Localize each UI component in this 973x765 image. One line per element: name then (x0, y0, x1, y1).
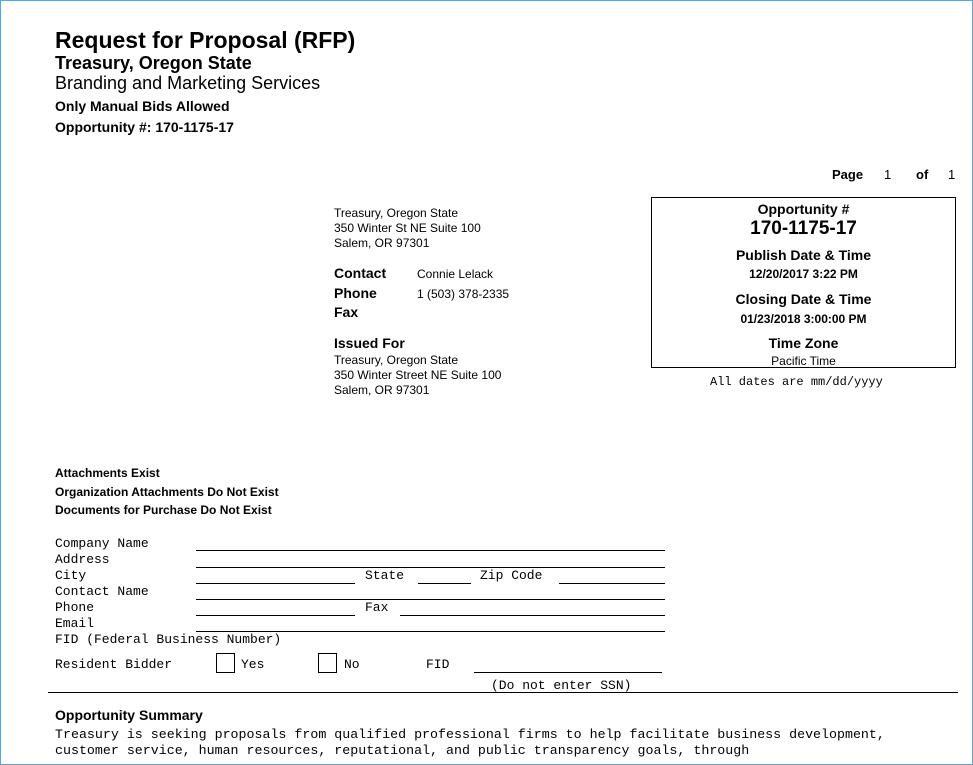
state-field[interactable] (418, 583, 471, 584)
issued-for-city: Salem, OR 97301 (334, 383, 430, 397)
publish-value: 12/20/2017 3:22 PM (749, 267, 858, 281)
fid-full-label: FID (Federal Business Number) (55, 632, 282, 647)
issuer-city: Salem, OR 97301 (334, 236, 430, 250)
org-attachments-status: Organization Attachments Do Not Exist (55, 485, 279, 499)
phone-value: 1 (503) 378-2335 (417, 287, 510, 301)
city-field[interactable] (196, 583, 355, 584)
resident-no-checkbox[interactable] (318, 653, 337, 673)
contact-label: Contact (334, 265, 387, 281)
opportunity-number-line: Opportunity #: 170-1175-17 (55, 119, 234, 135)
timezone-value: Pacific Time (771, 354, 836, 368)
issuer-street: 350 Winter St NE Suite 100 (334, 221, 481, 235)
city-label: City (55, 568, 87, 583)
fid-label: FID (426, 657, 450, 672)
ssn-note: (Do not enter SSN) (491, 678, 632, 693)
company-name-label: Company Name (55, 536, 149, 551)
opp-label: Opportunity # (757, 201, 850, 217)
contact-name-field[interactable] (196, 599, 665, 600)
date-format-note: All dates are mm/dd/yyyy (710, 375, 883, 389)
page-total: 1 (948, 167, 956, 182)
summary-heading: Opportunity Summary (55, 707, 203, 723)
timezone-label: Time Zone (768, 335, 839, 351)
state-label: State (365, 568, 405, 583)
page-number: 1 (884, 167, 892, 182)
publish-label: Publish Date & Time (735, 247, 872, 263)
documents-purchase-status: Documents for Purchase Do Not Exist (55, 503, 272, 517)
zip-label: Zip Code (480, 568, 543, 583)
bid-type: Only Manual Bids Allowed (55, 98, 230, 114)
address-label: Address (55, 552, 110, 567)
issued-for-label: Issued For (334, 335, 405, 351)
summary-text: Treasury is seeking proposals from qualified professional firms to help facilitate business development, customer service, human resources, reputational, and public transparency goals, through (55, 727, 885, 758)
resident-no-label: No (344, 657, 360, 672)
opportunity-info-box (651, 197, 956, 368)
opp-number: 170-1175-17 (750, 218, 857, 239)
page-label: Page (832, 167, 864, 182)
issuer-name: Treasury, Oregon State (334, 206, 459, 220)
resident-yes-label: Yes (241, 657, 265, 672)
phone-field-label: Phone (55, 600, 95, 615)
resident-yes-checkbox[interactable] (216, 653, 235, 673)
agency-name: Treasury, Oregon State (55, 53, 252, 73)
fax-field[interactable] (400, 615, 665, 616)
contact-value: Connie Lelack (417, 267, 494, 281)
contact-name-label: Contact Name (55, 584, 149, 599)
fid-field[interactable] (474, 672, 662, 673)
address-field[interactable] (196, 567, 665, 568)
phone-label: Phone (334, 285, 377, 301)
service-name: Branding and Marketing Services (55, 73, 321, 93)
zip-field[interactable] (559, 583, 665, 584)
closing-value: 01/23/2018 3:00:00 PM (740, 312, 867, 326)
issued-for-name: Treasury, Oregon State (334, 353, 459, 367)
phone-field[interactable] (196, 615, 355, 616)
attachments-status: Attachments Exist (55, 466, 160, 480)
document-title: Request for Proposal (RFP) (55, 27, 356, 53)
issued-for-street: 350 Winter Street NE Suite 100 (334, 368, 502, 382)
fax-field-label: Fax (365, 600, 389, 615)
resident-bidder-label: Resident Bidder (55, 657, 173, 672)
section-divider (48, 692, 958, 693)
fax-label: Fax (334, 304, 359, 320)
email-label: Email (55, 616, 95, 631)
closing-label: Closing Date & Time (735, 291, 872, 307)
company-name-field[interactable] (196, 550, 665, 551)
of-label: of (916, 167, 929, 182)
